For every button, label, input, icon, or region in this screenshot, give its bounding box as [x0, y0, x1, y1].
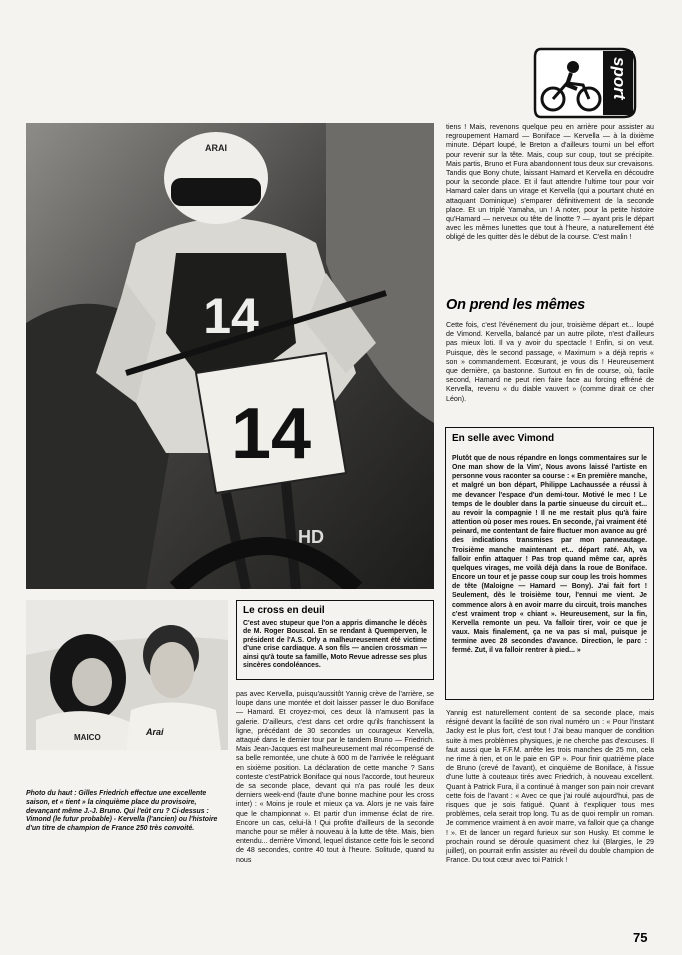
article-column-middle — [236, 690, 434, 865]
paragraph: tiens ! Mais, revenons quelque peu en arrière pour assister au regroupement Hamard — Boniface — Kervella — à la dixième minute. Départ loupé, le Breton a d'ailleurs tourni un bel effort pour revenir sur la tête. Mais, coup sur coup, tout se précipite. Mais partis, Bruno et Fura abandonnent tous deux sur crevaisons. Tandis que Bony chute, laissant Hamard et Kervella en découdre pour la seconde place. Et il faut attendre l'ultime tour pour voir Hamard caler dans un virage et Kervella (qui a pourtant chuté en attaquant Dominique) s'emparer définitivement de la seconde place. Et un triplé Yamaha, un ! A noter, pour la petite histoire qu'Hamard — nerveux ou tête de linotte ? — ayant pris le départ avec les mêmes lunettes que tout à l'heure, a naturellement été obligé de les quitter dès le début de la course. C'est malin ! — [446, 123, 654, 242]
sidebar-box-deuil — [236, 600, 434, 680]
logo-text: MAICO — [74, 733, 101, 742]
sponsor-text: HD — [298, 527, 324, 547]
article-column-right-bottom — [446, 709, 654, 865]
paragraph: Cette fois, c'est l'événement du jour, troisième départ et... loupé de Vimond. Kervella, balancé par un autre pilote, n'est d'ailleurs pas mieux loti. Il va y avoir du spectacle ! Enfin, si on veut. Puisque, dès le second passage, « Maximum » a déjà repris « son » commandement. Ecœurant, je vous dis ! Heureusement que dernière, ça bastonne. Surtout en fin de course, où, facile second, Hamard ne peut rien faire face au forcing effréné de Kervella, revenu « du diable vauvert » (comme dirait ce cher Léon). — [446, 321, 654, 403]
riders-portrait-illustration — [26, 600, 228, 750]
helmet-brand: ARAI — [205, 143, 227, 153]
sport-logo — [531, 45, 640, 121]
paragraph: Yannig est naturellement content de sa seconde place, mais résigné devant la facilité de son rival numéro un : « Pour l'instant Jacky est le plus fort, c'est tout ! J'ai beau manquer de condition suite à mes problèmes physiques, je ne cherche pas d'excuses. Il faut aussi que la F.F.M. arrête les trois manches de 25 mn, cela ne rime à rien, et on le paie en GP ». Pour finir quatrième place de Bruno (crevé de l'avant), et cinquième de Boniface, à l'issue d'une lutte à couteaux tirés avec Friedrich, à nouveau excellent. Quant à Patrick Fura, il a continué à manger son pain noir crevant cette fois de l'avant : « Avec ce que j'ai roulé aujourd'hui, pas de risques que je sois fatigué. Quant à t'expliquer tous mes problèmes, cela serait trop long. Tu as de quoi remplir un roman. Je commence vraiment à en avoir marre, va falloir que ça change ! ». Et de lancer un regard furieux sur son Husky. Et comme le prochain round se déroule quasiment chez lui (Blargies, le 29 juillet), on pourrait enfin assister au réveil du double champion de France. Du tout cœur avec toi Patrick ! — [446, 709, 654, 865]
helmet-text: Arai — [146, 727, 164, 737]
box-text: Plutôt que de nous répandre en longs commentaires sur le One man show de la Vim', Nous avons laissé l'artiste en personne vous raconter sa course : « En première manche, et malgré un bon départ, Philippe Lachaussée a réussi à me devancer l'espace d'un demi-tour. Motivé le mec ! Le temps de le doubler dans la partie sinueuse du circuit et... au revoir la compagnie ! Il ne me restait plus qu'à faire attention où poser mes roues. En seconde, j'ai vraiment été peinard, me contentant de faire fluctuer mon avance au gré des indications transmises par mon panneautage. Troisième manche maintenant et... départ raté. Ah, va falloir enfin attaquer ! Pas trop quand même car, après quelques virages, me voilà déjà dans la roue de Boniface. Encore un tour et je passe coup sur coup les trois hommes de tête (Maloigne — Hamard — Bony). J'ai fait fort ! Seulement, dès le troisième tour, l'ennui me vient. Je commence alors à en avoir marre du circuit, trois manches c'est vraiment trop « chiant ». Heureusement, sur la fin, Kervella remonte un peu. Va falloir tirer, voir ce que je vaux. Mais finalement, ça ne va pas si mal, puisque je termine avec 28 secondes d'avance. Direction, le parc : fermé. Zut, il va falloir rentrer à pied... » — [452, 455, 647, 655]
article-column-right-top — [446, 123, 654, 243]
box-title: Le cross en deuil — [243, 605, 325, 616]
small-photo — [26, 600, 228, 750]
box-title: En selle avec Vimond — [452, 433, 555, 444]
page-number: 75 — [633, 930, 648, 945]
main-photo — [26, 123, 434, 589]
motocross-rider-illustration — [26, 123, 434, 589]
bib-number: 14 — [203, 288, 259, 344]
plate-number: 14 — [230, 394, 312, 474]
article-column-memes — [446, 321, 654, 404]
box-text: C'est avec stupeur que l'on a appris dimanche le décès de M. Roger Bouscal. En se rendant à Quemperven, le président de l'A.S. Orly a malheureusement été victime d'une crise cardiaque. A son fils — ancien crossman — ainsi qu'à toute sa famille, Moto Revue adresse ses plus sincères condoléances. — [243, 620, 427, 670]
photo-caption: Photo du haut : Gilles Friedrich effectue une excellente saison, et « tient » la cinquième place du provisoire, devançant même J.-J. Bruno. Qui l'eût cru ? Ci-dessus : Vimond (le futur probable) - Kervella (l'ancien) ou l'histoire d'un titre de champion de France 250 très convoité. — [26, 790, 218, 833]
paragraph: pas avec Kervella, puisqu'aussitôt Yannig crève de l'arrière, se loupe dans une montée et doit laisser passer le duo Boniface — Hamard. Et croyez-moi, ces deux là n'amusent pas la galerie. D'ailleurs, c'est dans cet ordre qu'ils franchissent la ligne, précédant de 30 secondes un courageux Kervella, attaqué dans le dernier tour par le tandem Bruno — Friedrich. Mais Jean-Jacques est malheureusement mal récompensé de sa belle remontée, une chute à 600 m de l'arrivée le reléguant en sixième position. La déclaration de cette manche ? Sans conteste c'estPatrick Boniface qui nous l'accorde, tout heureux de sa seconde place, devant qui n'a pas roulé les deux derniers week-end (faute d'une bonne machine pour les cross inter) : « Moins je roule et mieux ça va. Alors je ne vais faire que le championnat ». Et partir d'un immense éclat de rire. Encore un cas, celui-là ! Qui profite d'ailleurs de la seconde manche pour se mêler à nouveau à la lutte de tête. Mais, bien entendu... derrière Vimond, lequel distance cette fois le second de 48 secondes, contre 40 tout à l'heure. Solitude, quand tu nous — [236, 690, 434, 864]
sport-logo-label: sport — [610, 57, 629, 100]
section-heading: On prend les mêmes — [446, 297, 586, 313]
sidebar-box-vimond — [445, 427, 654, 700]
